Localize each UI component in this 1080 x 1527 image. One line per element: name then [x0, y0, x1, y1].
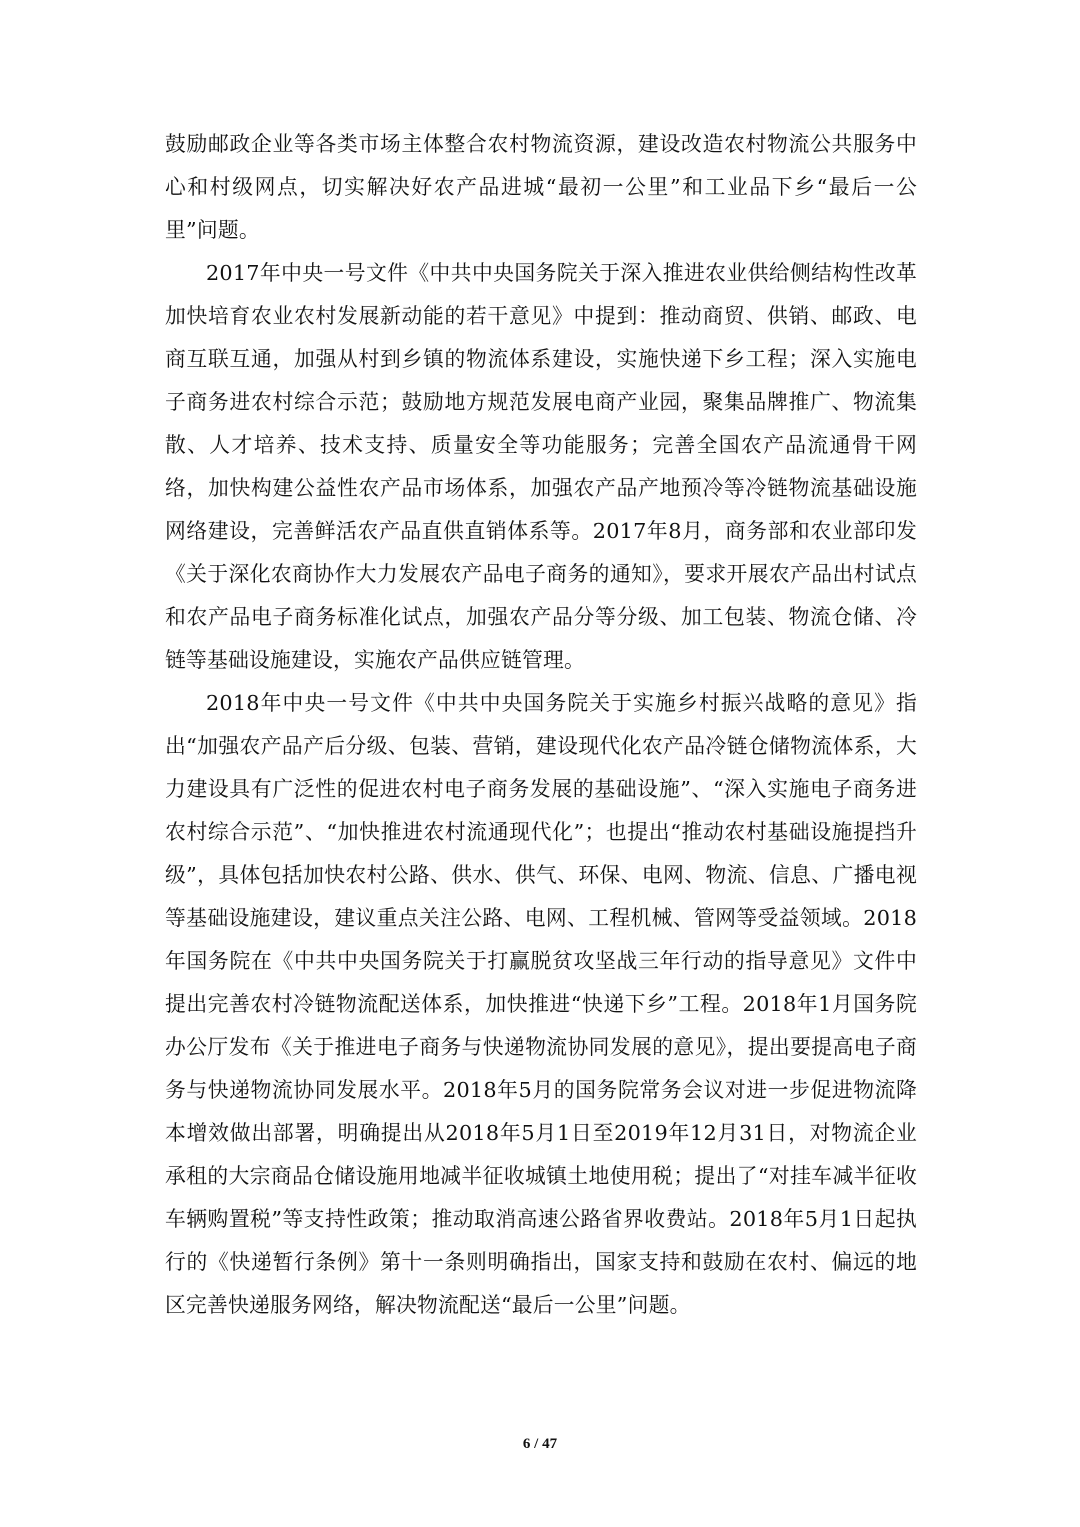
page-number: 6 / 47 — [522, 1436, 558, 1452]
paragraph-2017-policy: 2017年中央一号文件《中共中央国务院关于深入推进农业供给侧结构性改革加快培育农业农村发展新动能的若干意见》中提到：推动商贸、供销、邮政、电商互联互通，加强从村到乡镇的物流体系建设，实施快递下乡工程；深入实施电子商务进农村综合示范；鼓励地方规范发展电商产业园，聚集品牌推广、物流集散、人才培养、技术支持、质量安全等功能服务；完善全国农产品流通骨干网络，加快构建公益性农产品市场体系，加强农产品产地预冷等冷链物流基础设施网络建设，完善鲜活农产品直供直销体系等。2017年8月，商务部和农业部印发《关于深化农商协作大力发展农产品电子商务的通知》，要求开展农产品出村试点和农产品电子商务标准化试点，加强农产品分等分级、加工包装、物流仓储、冷链等基础设施建设，实施农产品供应链管理。 — [165, 261, 917, 672]
paragraph-rural-logistics-continued: 鼓励邮政企业等各类市场主体整合农村物流资源，建设改造农村物流公共服务中心和村级网点，切实解决好农产品进城“最初一公里”和工业品下乡“最后一公里”问题。 — [165, 132, 917, 242]
paragraph-2018-policy: 2018年中央一号文件《中共中央国务院关于实施乡村振兴战略的意见》指出“加强农产品产后分级、包装、营销，建设现代化农产品冷链仓储物流体系，大力建设具有广泛性的促进农村电子商务发展的基础设施”、“深入实施电子商务进农村综合示范”、“加快推进农村流通现代化”；也提出“推动农村基础设施提挡升级”，具体包括加快农村公路、供水、供气、环保、电网、物流、信息、广播电视等基础设施建设，建议重点关注公路、电网、工程机械、管网等受益领域。2018年国务院在《中共中央国务院关于打赢脱贫攻坚战三年行动的指导意见》文件中提出完善农村冷链物流配送体系，加快推进“快递下乡”工程。2018年1月国务院办公厅发布《关于推进电子商务与快递物流协同发展的意见》，提出要提高电子商务与快递物流协同发展水平。2018年5月的国务院常务会议对进一步促进物流降本增效做出部署，明确提出从2018年5月1日至2019年12月31日，对物流企业承租的大宗商品仓储设施用地减半征收城镇土地使用税；提出了“对挂车减半征收车辆购置税”等支持性政策；推动取消高速公路省界收费站。2018年5月1日起执行的《快递暂行条例》第十一条则明确指出，国家支持和鼓励在农村、偏远的地区完善快递服务网络，解决物流配送“最后一公里”问题。 — [165, 691, 917, 1317]
body-text — [165, 123, 917, 1327]
